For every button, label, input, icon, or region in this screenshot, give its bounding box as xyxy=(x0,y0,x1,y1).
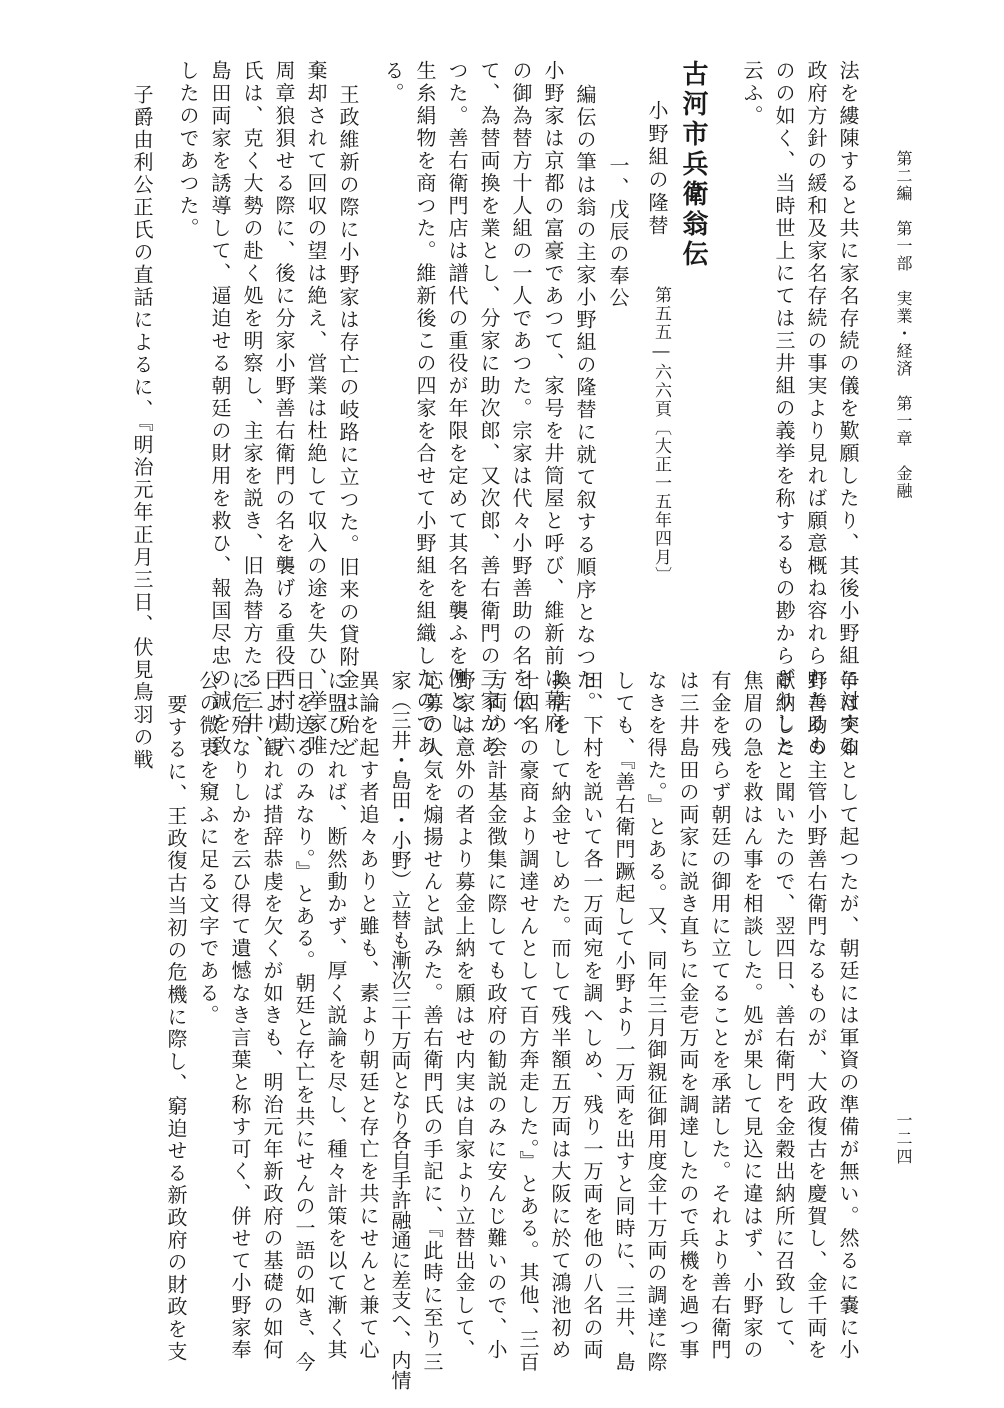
text-line: の御為替方十人組の一人であつた。宗家は代々小野善助の名を伝へ xyxy=(509,60,533,735)
text-line: 十四名の豪商より調達せんとして百方奔走した。』とある。其他、三百 xyxy=(516,670,540,1374)
text-line: 有金を残らず朝廷の御用に立てることを承諾した。それより善右衛門 xyxy=(708,670,732,1362)
text-line: に盟ひたれば、断然動かず、厚く説論を尽し、種々計策を以て漸く其 xyxy=(324,670,348,1362)
text-line: 献納したと聞いたので、翌四日、善右衛門を金穀出納所に召致して、 xyxy=(772,670,796,1362)
text-line: 野家は意外の者より募金上納を願はせ内実は自家より立替出金して、 xyxy=(452,670,476,1362)
text-line: 氏は、克く大勢の赴く処を明察し、主家を説き、旧為替方たる三井、 xyxy=(240,60,264,758)
text-line: 田、下村を説いて各一万両宛を調へしめ、残り一万両を他の八名の両 xyxy=(580,670,604,1362)
text-line: つた。善右衛門店は譜代の重役が年限を定めて其名を襲ふを例とし、 xyxy=(445,60,469,758)
text-line: なきを得た。』とある。又、同年三月御親征御用度金十万両の調達に際 xyxy=(644,670,668,1374)
text-line: 棄却されて回収の望は絶え、営業は杜絶して収入の途を失ひ、挙家唯 xyxy=(304,60,328,758)
source-citation: 第五五―六六頁〔大正一五年四月〕 xyxy=(651,286,671,585)
page-number: 一二四 xyxy=(894,1112,913,1166)
section-heading: 一、戊辰の奉公 xyxy=(606,155,630,309)
text-line: 日より観れば措辞恭虔を欠くが如きも、明治元年新政府の基礎の如何 xyxy=(260,670,284,1362)
article-title: 古河市兵衛翁伝 xyxy=(678,60,708,270)
text-line: 争は突如として起つたが、朝廷には軍資の準備が無い。然るに嚢に小 xyxy=(836,670,860,1362)
text-line: 小野家は京都の富豪であつて、家号を井筒屋と呼び、維新前は幕府 xyxy=(541,60,565,735)
text-line: 日を送るのみなり。』とある。朝廷と存亡を共にせんの一語の如き、今 xyxy=(292,670,316,1374)
text-line: 法を縷陳すると共に家名存続の儀を歎願したり、其後小野組に対する xyxy=(836,60,860,758)
text-line: に危殆なりしかを云ひ得て遺憾なき言葉と称す可く、併せて小野家奉 xyxy=(228,670,252,1362)
text-line: しても、『善右衛門蹶起して小野より一万両を出すと同時に、三井、島 xyxy=(612,670,636,1374)
text-line: 云ふ。 xyxy=(740,60,764,128)
text-line: 異論を起す者追々ありと雖も、素より朝廷と存亡を共にせんと兼て心 xyxy=(356,670,380,1362)
text-line: 王政維新の際に小野家は存亡の岐路に立つた。旧来の貸附金は殆ど xyxy=(336,84,360,759)
text-line: て、為替両換を業とし、分家に助次郎、又次郎、善右衛門の三家があ xyxy=(477,60,501,758)
running-head: 第二編 第一部 実業・経済 第一章 金融 xyxy=(894,150,913,500)
text-line: は三井島田の両家に説き直ちに金壱万両を調達したので兵機を過つ事 xyxy=(676,670,700,1362)
text-line: 子爵由利公正氏の直話によるに、『明治元年正月三日、伏見鳥羽の戦 xyxy=(130,84,154,772)
subsection-title: 小野組の隆替 xyxy=(645,100,669,238)
text-line: 万両の会計基金徴集に際しても政府の勧説のみに安んじ難いので、小 xyxy=(484,670,508,1362)
text-line: 編伝の筆は翁の主家小野組の隆替に就て叙する順序となつた。 xyxy=(573,84,597,714)
text-line: 野善助の主管小野善右衛門なるものが、大政復古を慶賀し、金千両を xyxy=(804,670,828,1362)
text-line: 島田両家を誘導して、逼迫せる朝廷の財用を救ひ、報国尽忠の誠を致 xyxy=(208,60,232,758)
text-line: のの如く、当時世上にては三井組の義挙を称するもの尠からざりしと xyxy=(772,60,796,758)
text-line: 家（三井・島田・小野）立替も漸次三十万両となり各自手許融通に差支へ、内情 xyxy=(388,670,412,1390)
text-line: 周章狼狽せる際に、後に分家小野善右衛門の名を襲げる重役西村勘六 xyxy=(272,60,296,758)
text-line: 応募の人気を煽揚せんと試みた。善右衛門氏の手記に、『此時に至り三 xyxy=(420,670,444,1374)
text-line: 換店をして納金せしめた。而して残半額五万両は大阪に於て鴻池初め xyxy=(548,670,572,1362)
text-line: 生糸絹物を商つた。維新後この四家を合せて小野組を組織したのであ xyxy=(413,60,437,758)
text-line: る。 xyxy=(381,60,405,105)
text-line: 公の微衷を窺ふに足る文字である。 xyxy=(196,670,220,1027)
text-line: 焦眉の急を救はん事を相談した。処が果して見込に違はず、小野家の xyxy=(740,670,764,1362)
text-line: 要するに、王政復古当初の危機に際し、窮迫せる新政府の財政を支 xyxy=(164,694,188,1363)
text-line: したのであつた。 xyxy=(176,60,200,240)
text-line: 政府方針の緩和及家名存続の事実より見れば願意概ね容れられたるも xyxy=(804,60,828,758)
